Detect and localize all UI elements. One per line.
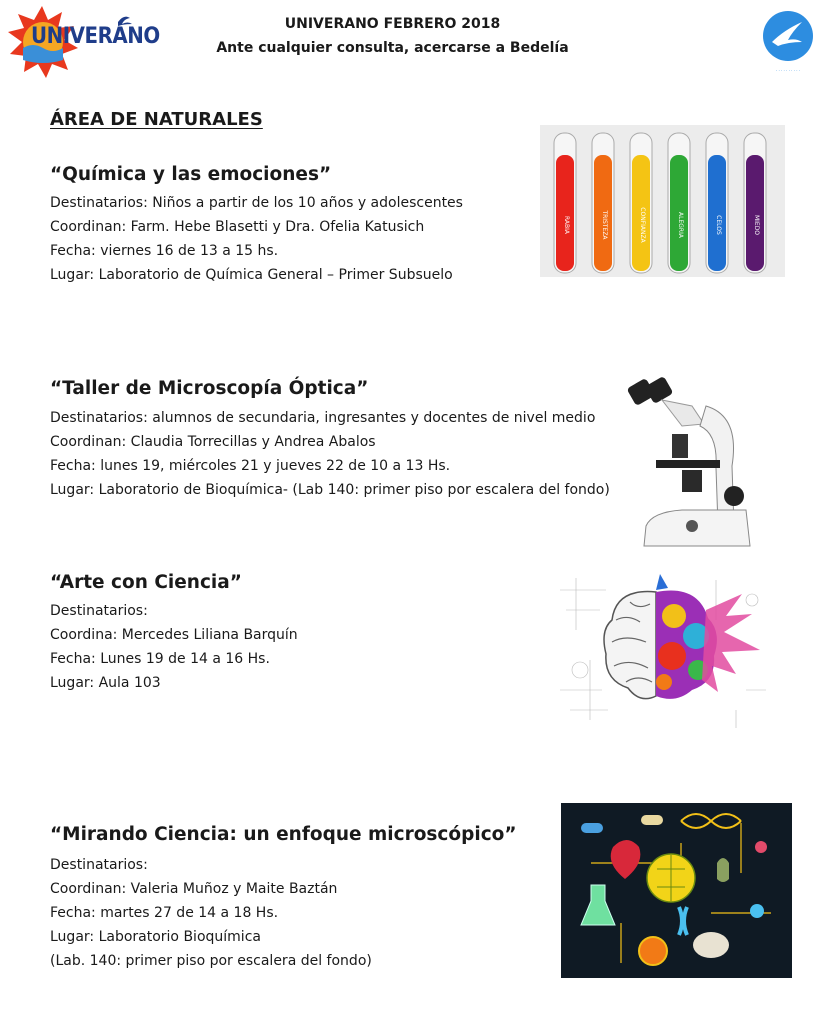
event-date: Fecha: viernes 16 de 13 a 15 hs. (50, 243, 279, 259)
event-title: “Taller de Microscopía Óptica” (50, 378, 369, 399)
microscope-icon (626, 376, 750, 546)
svg-text:· · · · · · · · · ·: · · · · · · · · · · (775, 68, 801, 73)
event-location-detail: (Lab. 140: primer piso por escalera del fondo) (50, 953, 372, 969)
pill-icon (581, 823, 603, 833)
tube-liquid (746, 155, 764, 271)
event-title: “Mirando Ciencia: un enfoque microscópico” (50, 824, 517, 845)
science-icons-image (561, 803, 792, 978)
event-audience: Destinatarios: (50, 857, 148, 873)
event-audience: Destinatarios: (50, 603, 148, 619)
tube-label: MIEDO (753, 214, 760, 236)
art-science-brain-image (556, 570, 768, 730)
event-location: Lugar: Laboratorio de Bioquímica- (Lab 140: primer piso por escalera del fondo) (50, 482, 610, 498)
virus-icon (639, 937, 667, 965)
event-date: Fecha: lunes 19, miércoles 21 y jueves 22 de 10 a 13 Hs. (50, 458, 451, 474)
tube-liquid (556, 155, 574, 271)
logo-wordmark: UNIVERANO (31, 24, 160, 49)
tube-label: RABIA (563, 215, 570, 235)
event-coordinators: Coordinan: Valeria Muñoz y Maite Baztán (50, 881, 338, 897)
event-coordinators: Coordina: Mercedes Liliana Barquín (50, 627, 298, 643)
event-audience: Destinatarios: Niños a partir de los 10 años y adolescentes (50, 195, 463, 211)
event-title: “Arte con Ciencia” (50, 572, 242, 593)
microscope-image (622, 376, 752, 554)
event-location: Lugar: Aula 103 (50, 675, 161, 691)
tube-label: TRISTEZA (601, 210, 608, 240)
brain-icon (604, 574, 760, 699)
event-audience: Destinatarios: alumnos de secundaria, ingresantes y docentes de nivel medio (50, 410, 596, 426)
test-tubes-image (540, 125, 785, 277)
event-date: Fecha: martes 27 de 14 a 18 Hs. (50, 905, 279, 921)
header-subtitle: Ante cualquier consulta, acercarse a Bedelía (216, 40, 569, 56)
event-location: Lugar: Laboratorio de Química General – Primer Subsuelo (50, 267, 453, 283)
header-title: UNIVERANO FEBRERO 2018 (284, 16, 501, 32)
event-coordinators: Coordinan: Farm. Hebe Blasetti y Dra. Ofelia Katusich (50, 219, 425, 235)
tube-liquid (708, 155, 726, 271)
event-title: “Química y las emociones” (50, 164, 332, 185)
tube-label: ALEGRIA (677, 212, 684, 238)
event-date: Fecha: Lunes 19 de 14 a 16 Hs. (50, 651, 270, 667)
section-title: ÁREA DE NATURALES (50, 109, 263, 130)
event-coordinators: Coordinan: Claudia Torrecillas y Andrea Abalos (50, 434, 376, 450)
event-location: Lugar: Laboratorio Bioquímica (50, 929, 261, 945)
tube-label: CELOS (715, 215, 722, 235)
brain-small-icon (693, 932, 729, 958)
university-seal (758, 8, 818, 80)
fly-icon (717, 858, 729, 882)
tube-label: CONFIANZA (639, 207, 646, 243)
